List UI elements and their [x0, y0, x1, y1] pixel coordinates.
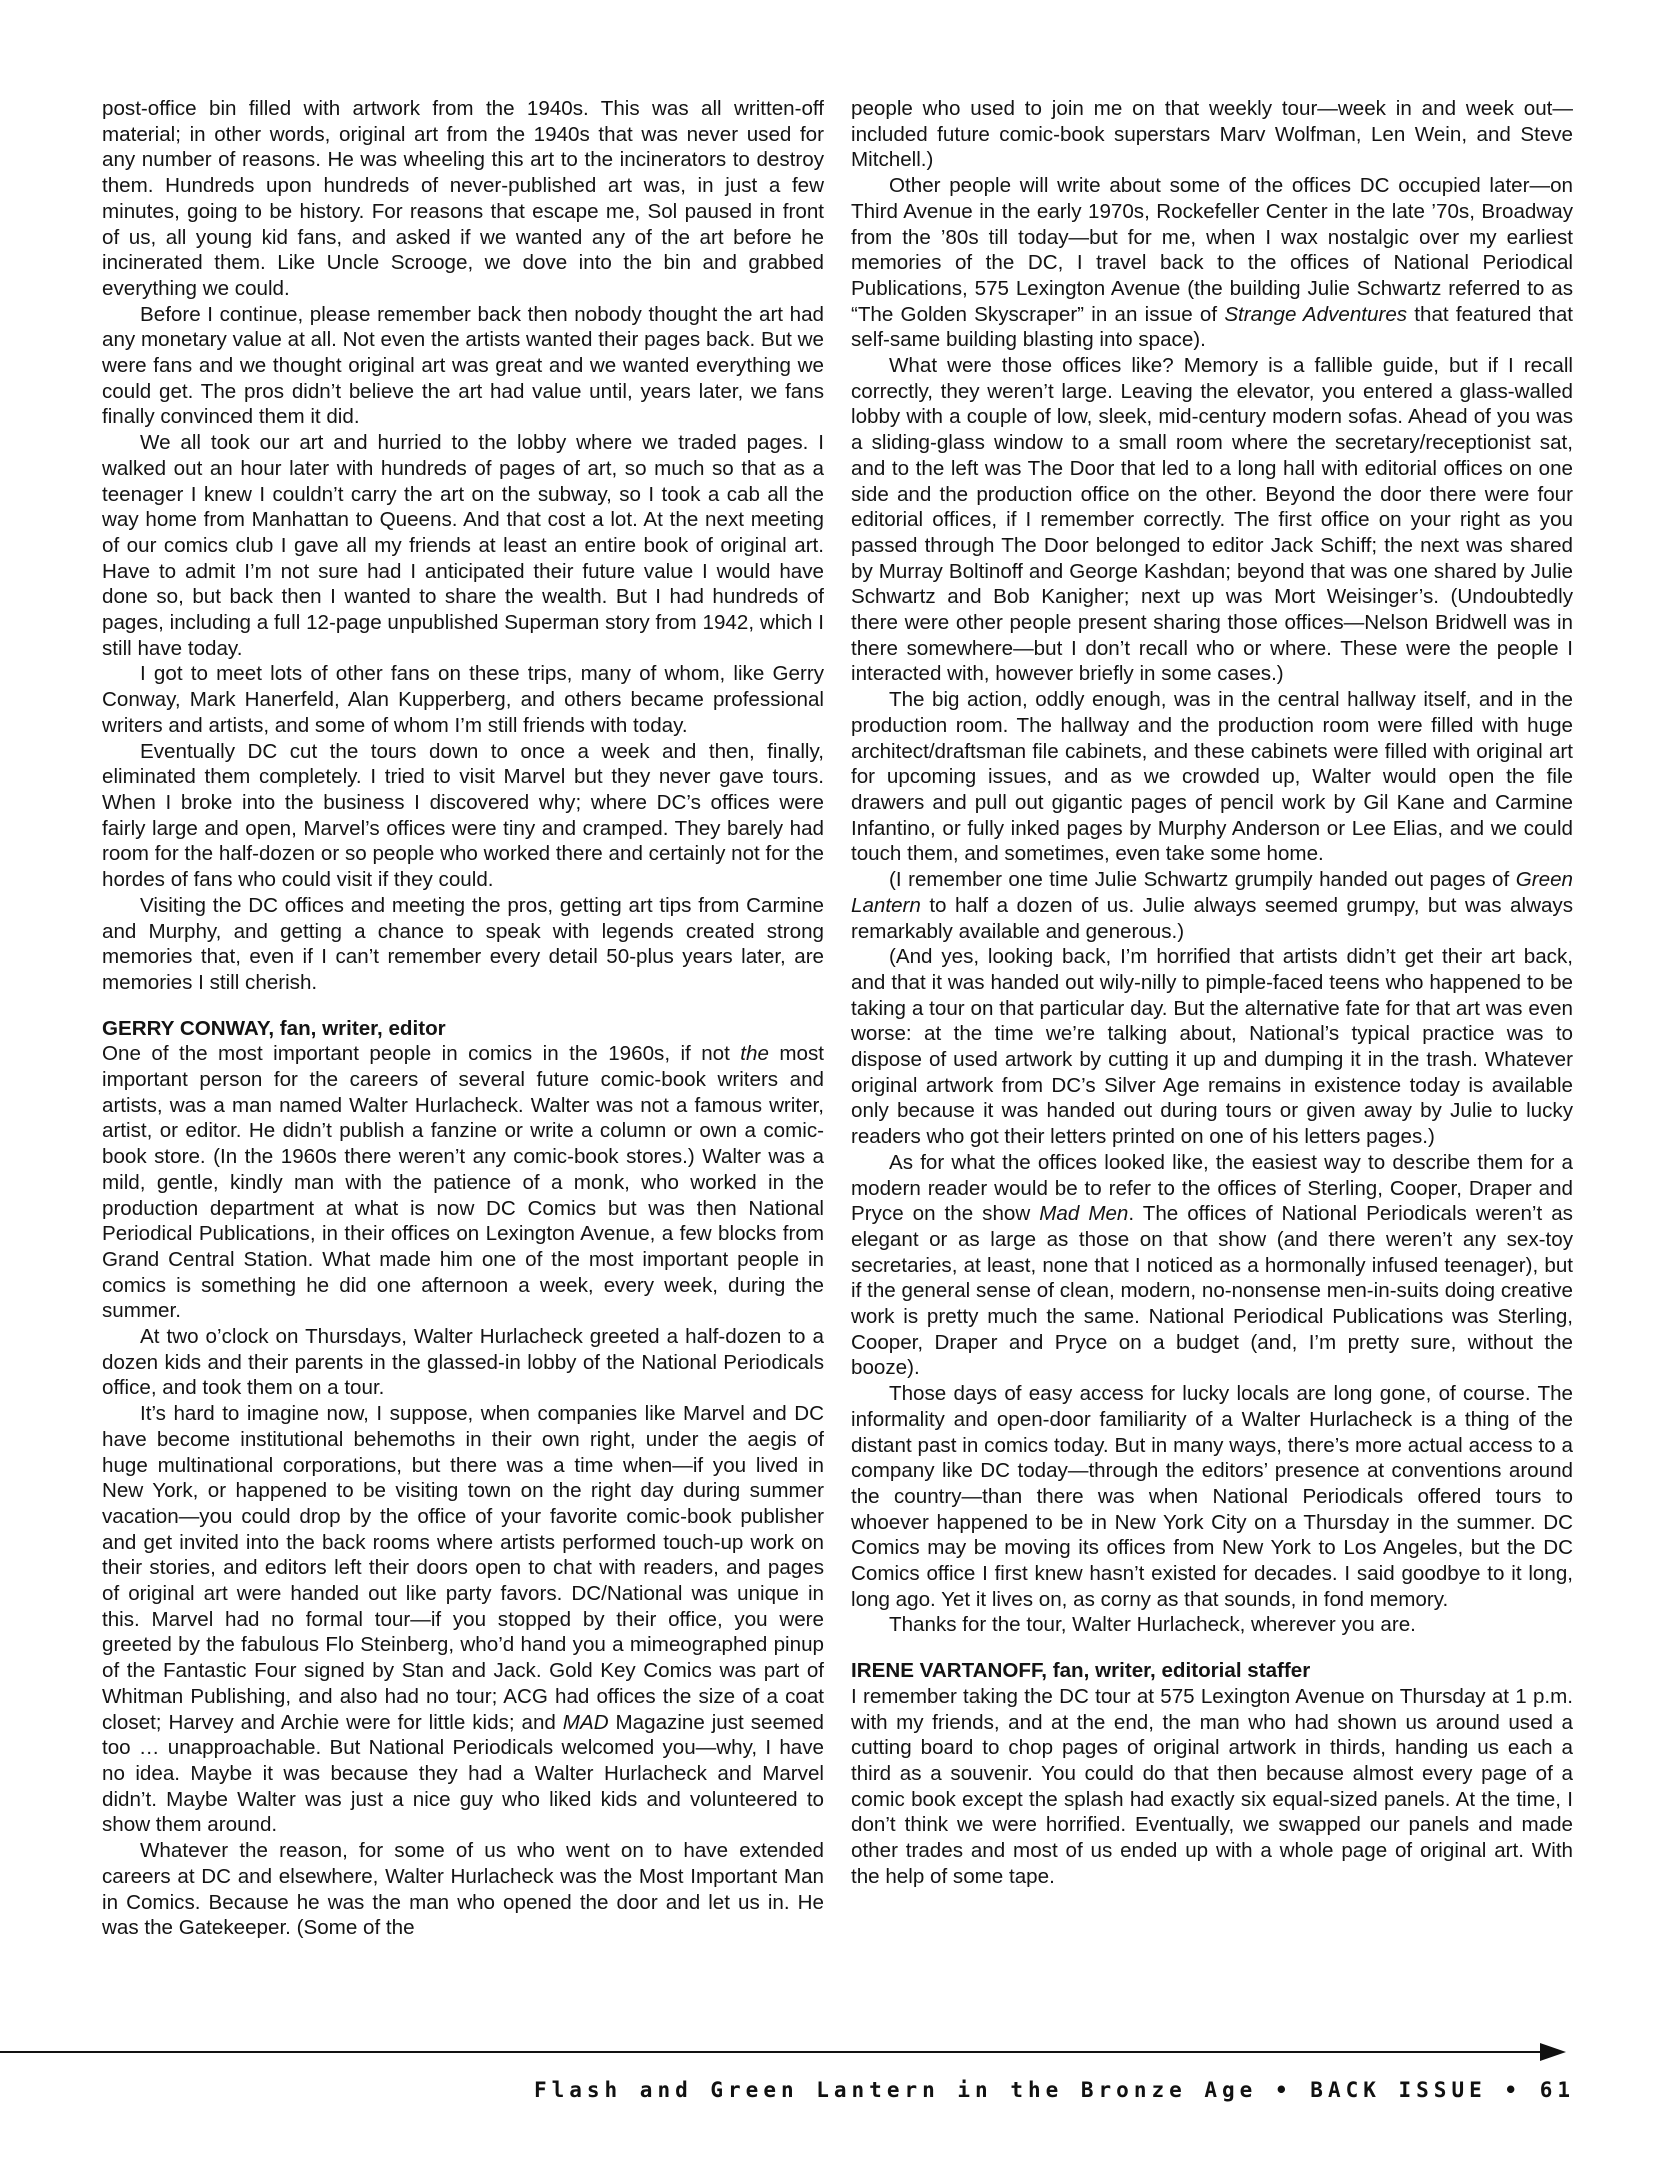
italic-run: Green Lantern	[851, 868, 1573, 917]
paragraph: Eventually DC cut the tours down to once a week and then, finally, eliminated them completely. I tried to visit Marvel but they never gave tours. When I broke into the business I discovered why; where DC’s offices were fairly large and open, Marvel’s offices were tiny and cramped. They barely had room for the half-dozen or so people who worked there and certainly not for the hordes of fans who could visit if they could.	[102, 739, 824, 892]
paragraph: What were those offices like? Memory is a fallible guide, but if I recall correctly, they weren’t large. Leaving the elevator, you entered a glass-walled lobby with a couple of low, sleek, mid-century modern sofas. Ahead of you was a sliding-glass window to a small room where the secretary/receptionist sat, and to the left was The Door that led to a long hall with editorial offices on one side and the production office on the other. Beyond the door there were four editorial offices, if I remember correctly. The first office on your right as you passed through The Door belonged to editor Jack Schiff; the next was shared by Murray Boltinoff and George Kashdan; beyond that was one shared by Julie Schwartz and Bob Kanigher; next up was Mort Weisinger’s. (Undoubtedly there were other people present sharing those offices—Nelson Bridwell was in there somewhere—but I don’t recall who or where. These were the people I interacted with, however briefly in some cases.)	[851, 354, 1573, 686]
paragraph: Those days of easy access for lucky locals are long gone, of course. The informality and open-door familiarity of a Walter Hurlacheck is a thing of the distant past in comics today. But in many ways, there’s more actual access to a company like DC today—through the editors’ presence at conventions around the country—than there was when National Periodicals offered tours to whoever happened to be in New York City on a Thursday in the summer. DC Comics may be moving its offices from New York to Los Angeles, but the DC Comics office I first knew hasn’t existed for decades. I said goodbye to it long, long ago. Yet it lives on, as corny as that sounds, in fond memory.	[851, 1382, 1573, 1611]
italic-run: Mad Men	[1039, 1202, 1129, 1226]
paragraph: I remember taking the DC tour at 575 Lexington Avenue on Thursday at 1 p.m. with my friends, and at the end, the man who had shown us around used a cutting board to chop pages of original artwork in thirds, handing us each a third as a souvenir. You could do that then because almost every page of a comic book except the splash had exactly six equal-sized panels. At the time, I don’t think we were horrified. Eventually, we swapped our panels and made other trades and most of us ended up with a whole page of original art. With the help of some tape.	[851, 1684, 1573, 1888]
right-column	[851, 96, 1573, 1890]
text-run: . The offices of National Periodicals weren’t as elegant or as large as those on that show (and there weren’t any sex-toy secretaries, at least, none that I noticed as a hormonally infused teenager), but if the general sense of clean, modern, no-nonsense men-in-suits doing creative work is pretty much the same. National Periodical Publications was Sterling, Cooper, Draper and Pryce on a budget (and, I’m pretty sure, without the booze).	[851, 1202, 1573, 1380]
italic-run: the	[740, 1042, 769, 1066]
footer-magazine: BACK ISSUE	[1310, 2078, 1487, 2102]
paragraph: At two o’clock on Thursdays, Walter Hurlacheck greeted a half-dozen to a dozen kids and their parents in the glassed-in lobby of the National Periodicals office, and took them on a tour.	[102, 1325, 824, 1400]
section-heading-conway: GERRY CONWAY, fan, writer, editor	[102, 1016, 446, 1040]
paragraph: post-office bin filled with artwork from the 1940s. This was all written-off material; in other words, original art from the 1940s that was never used for any number of reasons. He was wheeling this art to the incinerators to destroy them. Hundreds upon hundreds of never-published art was, in just a few minutes, going to be history. For reasons that escape me, Sol paused in front of us, all young kid fans, and asked if we wanted any of the art before he incinerated them. Like Uncle Scrooge, we dove into the bin and grabbed everything we could.	[102, 97, 824, 300]
footer-separator: •	[1504, 2078, 1523, 2102]
arrow-right-icon	[1540, 2043, 1566, 2061]
page-number: 61	[1539, 2078, 1575, 2102]
paragraph	[102, 1041, 824, 1324]
paragraph: Whatever the reason, for some of us who went on to have extended careers at DC and elsewhere, Walter Hurlacheck was the Most Important Man in Comics. Because he was the man who opened the door and let us in. He was the Gatekeeper. (Some of the	[102, 1839, 824, 1940]
text-run: As for what the offices looked like, the easiest way to describe them for a modern reader would be to refer to the offices of Sterling, Cooper, Draper and Pryce on the show	[851, 1150, 1573, 1226]
section-heading-vartanoff: IRENE VARTANOFF, fan, writer, editorial staffer	[851, 1659, 1311, 1683]
paragraph: people who used to join me on that weekly tour—week in and week out—included future comic-book superstars Marv Wolfman, Len Wein, and Steve Mitchell.)	[851, 97, 1573, 172]
page-footer	[534, 2078, 1575, 2102]
paragraph	[851, 867, 1573, 944]
text-run: Magazine just seemed too … unapproachable. But National Periodicals welcomed you—why, I have no idea. Maybe it was because they had a Walter Hurlacheck and Marvel didn’t. Maybe Walter was just a nice guy who liked kids and volunteered to show them around.	[102, 1710, 824, 1837]
paragraph	[102, 1401, 824, 1838]
footer-title: Flash and Green Lantern in the Bronze Age	[533, 2078, 1258, 2102]
paragraph: Visiting the DC offices and meeting the pros, getting art tips from Carmine and Murphy, and getting a chance to speak with legends created strong memories that, even if I can’t remember every detail 50-plus years later, are memories I still cherish.	[102, 893, 824, 994]
paragraph: I got to meet lots of other fans on these trips, many of whom, like Gerry Conway, Mark Hanerfeld, Alan Kupperberg, and others became professional writers and artists, and some of whom I’m still friends with today.	[102, 662, 824, 737]
footer-rule	[0, 2051, 1548, 2053]
footer-separator: •	[1274, 2078, 1293, 2102]
text-run: Other people will write about some of the offices DC occupied later—on Third Avenue in the early 1970s, Rockefeller Center in the late ’70s, Broadway from the ’80s till today—but for me, when I wax nostalgic over my earliest memories of the DC, I travel back to the offices of National Periodical Publications, 575 Lexington Avenue (the building Julie Schwartz referred to as “The Golden Skyscraper” in an issue of	[851, 174, 1573, 326]
text-run: (I remember one time Julie Schwartz grumpily handed out pages of	[889, 868, 1516, 892]
text-run: most important person for the careers of several future comic-book writers and artists, was a man named Walter Hurlacheck. Walter was not a famous writer, artist, or editor. He didn’t publish a fanzine or write a column or own a comic-book store. (In the 1960s there weren’t any comic-book stores.) Walter was a mild, gentle, kindly man with the patience of a monk, who worked in the production department at what is now DC Comics but was then National Periodical Publications, in their offices on Lexington Avenue, a few blocks from Grand Central Station. What made him one of the most important people in comics is something he did one afternoon a week, every week, during the summer.	[102, 1042, 824, 1323]
paragraph	[851, 1150, 1573, 1381]
paragraph: The big action, oddly enough, was in the central hallway itself, and in the production room. The hallway and the production room were filled with huge architect/draftsman file cabinets, and these cabinets were filled with original art for upcoming issues, and as we crowded up, Walter would open the file drawers and pull out gigantic pages of pencil work by Gil Kane and Carmine Infantino, or fully inked pages by Murphy Anderson or Lee Elias, and we could touch them, and sometimes, even take some home.	[851, 688, 1573, 866]
text-run: One of the most important people in comics in the 1960s, if not	[102, 1042, 741, 1066]
text-run: It’s hard to imagine now, I suppose, when companies like Marvel and DC have become institutional behemoths in their own right, under the aegis of huge multinational corporations, but there was a time when—if you lived in New York, or happened to be visiting town on the right day during summer vacation—you could drop by the office of your favorite comic-book publisher and get invited into the back rooms where artists performed touch-up work on their stories, and editors left their doors open to chat with readers, and pages of original art were handed out like party favors. DC/National was unique in this. Marvel had no formal tour—if you stopped by their office, you were greeted by the fabulous Flo Steinberg, who’d hand you a mimeographed pinup of the Fantastic Four signed by Stan and Jack. Gold Key Comics was part of Whitman Publishing, and also had no tour; ACG had offices the size of a coat closet; Harvey and Archie were for little kids; and	[102, 1402, 824, 1734]
paragraph: Thanks for the tour, Walter Hurlacheck, wherever you are.	[889, 1613, 1416, 1637]
paragraph: (And yes, looking back, I’m horrified that artists didn’t get their art back, and that it was handed out wily-nilly to pimple-faced teens who happened to be taking a tour on that particular day. But the alternative fate for that art was even worse: at the time we’re talking about, National’s typical practice was to dispose of used artwork by cutting it up and dumping it in the trash. Whatever original artwork from DC’s Silver Age remains in existence today is available only because it was handed out during tours or given away by Julie to lucky readers who got their letters printed on one of his letters pages.)	[851, 945, 1573, 1149]
paragraph: We all took our art and hurried to the lobby where we traded pages. I walked out an hour later with hundreds of pages of art, so much so that as a teenager I knew I couldn’t carry the art on the subway, so I took a cab all the way home from Manhattan to Queens. And that cost a lot. At the next meeting of our comics club I gave all my friends at least an entire book of original art. Have to admit I’m not sure had I anticipated their future value I would have done so, but back then I wanted to share the wealth. But I had hundreds of pages, including a full 12-page unpublished Superman story from 1942, which I still have today.	[102, 431, 824, 660]
italic-run: MAD	[562, 1710, 609, 1734]
paragraph	[851, 173, 1573, 353]
left-column	[102, 96, 824, 1941]
paragraph: Before I continue, please remember back then nobody thought the art had any monetary value at all. Not even the artists wanted their pages back. But we were fans and we thought original art was great and we wanted everything we could get. The pros didn’t believe the art had value until, years later, we fans finally convinced them it did.	[102, 302, 824, 429]
text-run: to half a dozen of us. Julie always seemed grumpy, but was always remarkably available and generous.)	[851, 893, 1573, 943]
italic-run: Strange Adventures	[1224, 302, 1408, 326]
text-run: that featured that self-same building blasting into space).	[851, 302, 1573, 352]
